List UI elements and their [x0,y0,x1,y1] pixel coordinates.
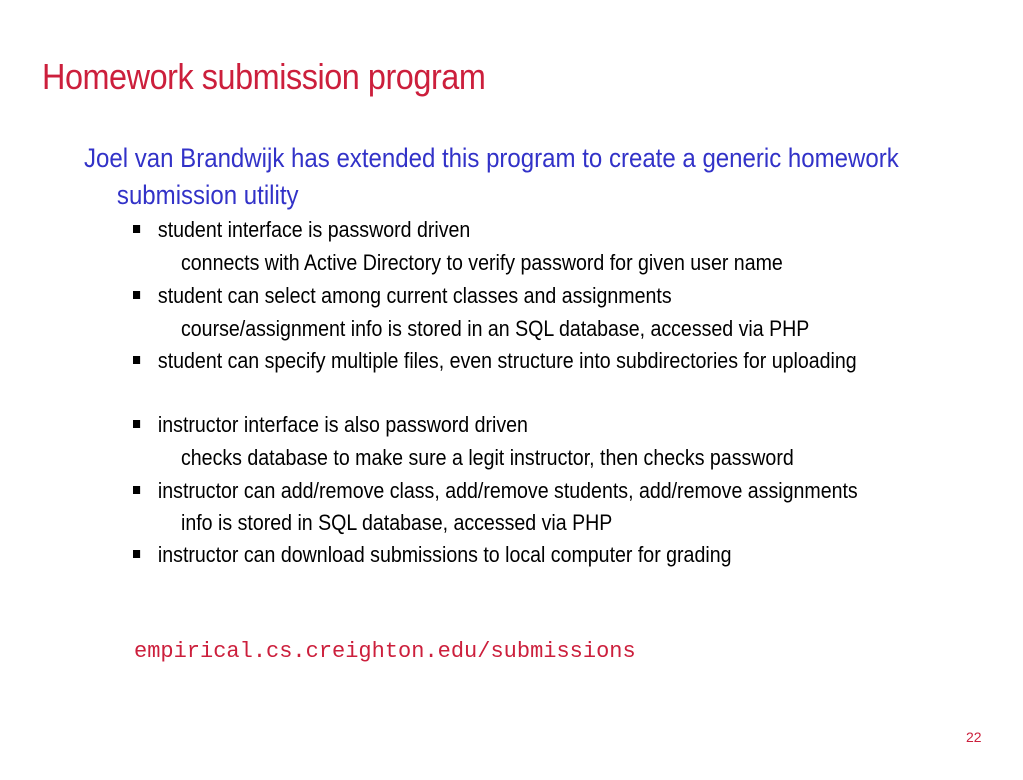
slide-title: Homework submission program [42,56,486,97]
page-number: 22 [966,729,982,745]
intro-line-1: Joel van Brandwijk has extended this program to create a generic homework [84,143,899,173]
bullet-item [133,542,731,568]
bullet-item [133,412,528,438]
square-bullet-icon [133,550,140,558]
square-bullet-icon [133,291,140,299]
bullet-subline: checks database to make sure a legit instructor, then checks password [181,445,794,470]
bullet-text: instructor interface is also password driven [157,412,528,437]
submissions-url: empirical.cs.creighton.edu/submissions [134,639,636,664]
bullet-subline: course/assignment info is stored in an SQL database, accessed via PHP [181,316,810,341]
bullet-item [133,348,857,374]
square-bullet-icon [133,356,140,364]
bullet-item [133,217,470,243]
bullet-text: student interface is password driven [157,217,471,242]
bullet-text: instructor can add/remove class, add/remove students, add/remove assignments [157,478,858,503]
bullet-subline: connects with Active Directory to verify password for given user name [181,250,783,275]
bullet-item [133,283,672,309]
bullet-item [133,478,858,504]
intro-line-2: submission utility [116,180,299,210]
square-bullet-icon [133,225,140,233]
bullet-text: instructor can download submissions to local computer for grading [157,542,732,567]
square-bullet-icon [133,420,140,428]
bullet-text: student can specify multiple files, even structure into subdirectories for uploading [157,348,857,373]
square-bullet-icon [133,486,140,494]
bullet-text: student can select among current classes and assignments [157,283,672,308]
bullet-subline: info is stored in SQL database, accessed via PHP [181,510,613,535]
